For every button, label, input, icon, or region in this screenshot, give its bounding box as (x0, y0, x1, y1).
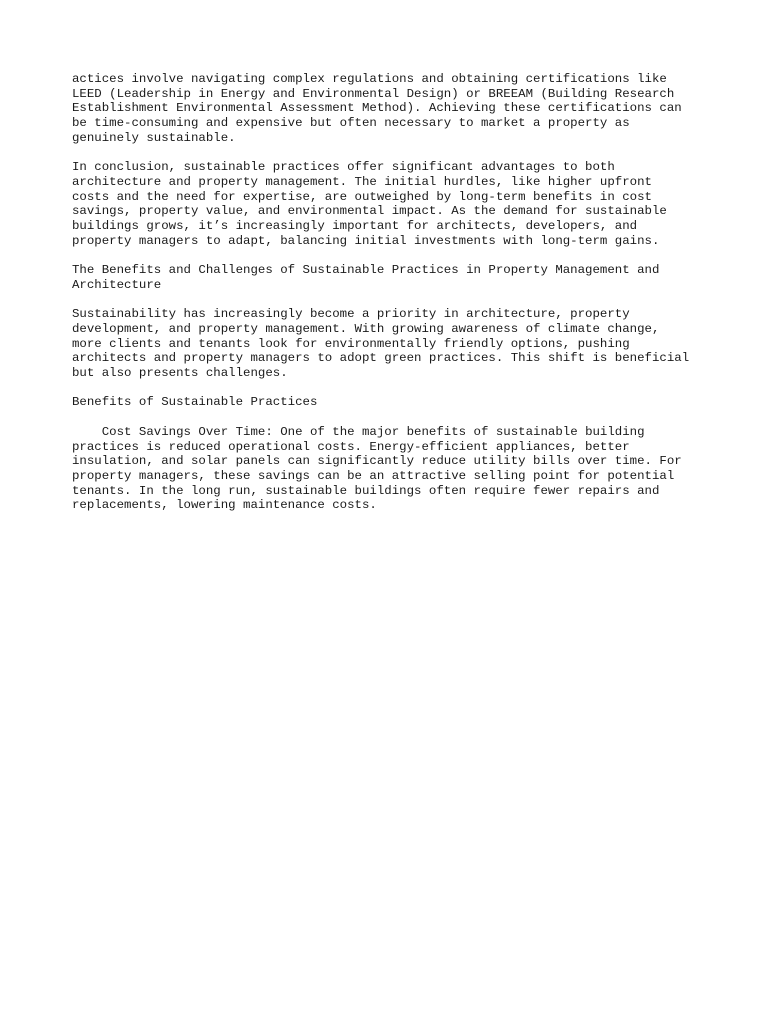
paragraph-introduction: Sustainability has increasingly become a priority in architecture, property development, and property management. With growing awareness of climate change, more clients and tenants look for environmentally friendly options, pushing architects and property managers to adopt green practices. This shift is beneficial but also presents challenges. (72, 307, 690, 381)
paragraph-conclusion: In conclusion, sustainable practices offer significant advantages to both architecture and property management. The initial hurdles, like higher upfront costs and the need for expertise, are outweighed by long-term benefits in cost savings, property value, and environmental impact. As the demand for sustainable buildings grows, it’s increasingly important for architects, developers, and property managers to adapt, balancing initial investments with long-term gains. (72, 160, 667, 248)
paragraph-certifications: actices involve navigating complex regulations and obtaining certifications like LEED (Leadership in Energy and Environmental Design) or BREEAM (Building Research Establishment Environmental Assessment Method). Achieving these certifications can be time-consuming and expensive but often necessary to market a property as genuinely sustainable. (72, 72, 682, 145)
document-page (72, 72, 712, 528)
document-title: The Benefits and Challenges of Sustainable Practices in Property Management and Architecture (72, 263, 660, 292)
paragraph-cost-savings: Cost Savings Over Time: One of the major benefits of sustainable building practices is reduced operational costs. Energy-efficient appliances, better insulation, and solar panels can significantly reduce utility bills over time. For property managers, these savings can be an attractive selling point for potential tenants. In the long run, sustainable buildings often require fewer repairs and replacements, lowering maintenance costs. (72, 424, 682, 513)
section-heading-benefits: Benefits of Sustainable Practices (72, 395, 318, 410)
